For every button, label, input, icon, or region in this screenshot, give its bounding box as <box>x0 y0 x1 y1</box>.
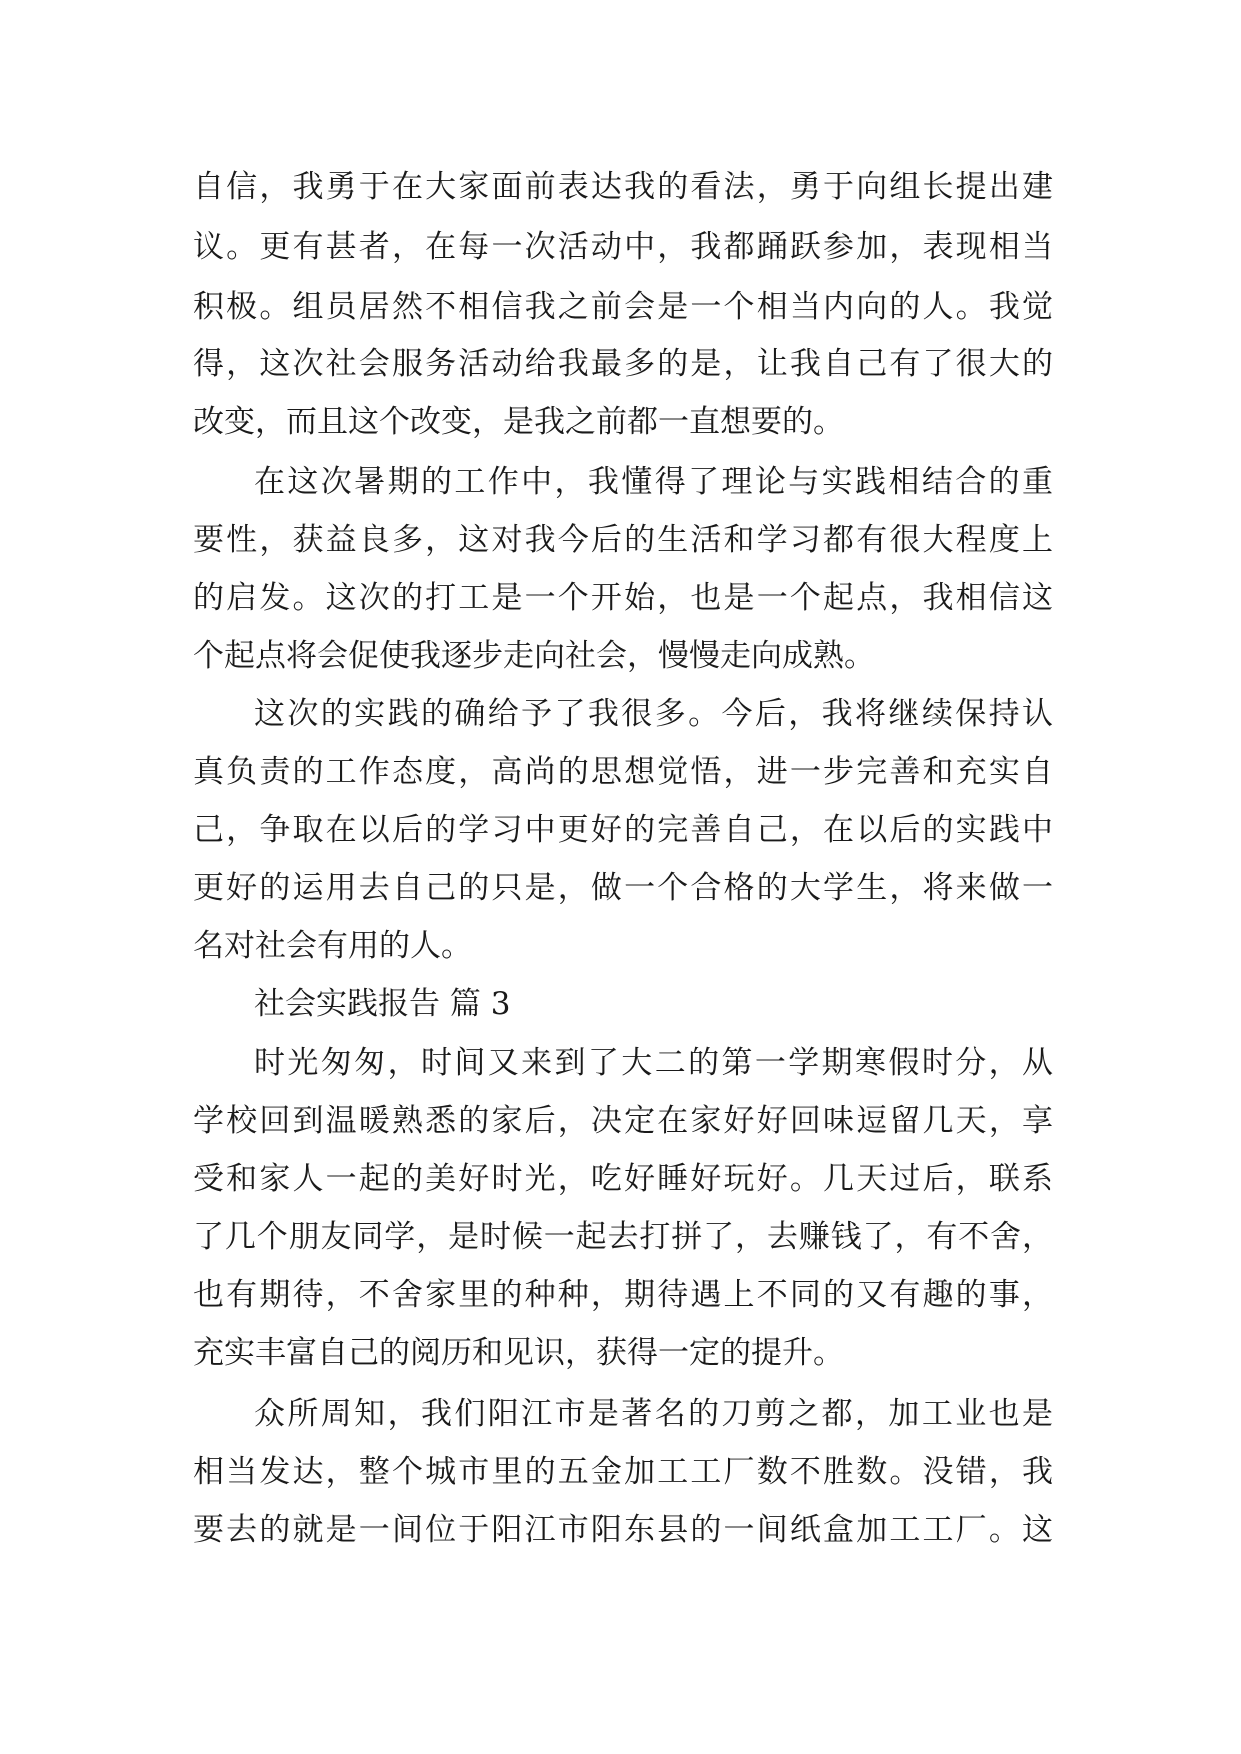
text-line: 个起点将会促使我逐步走向社会，慢慢走向成熟。 <box>193 638 875 674</box>
text-line: 也有期待，不舍家里的种种，期待遇上不同的又有趣的事， <box>193 1277 1053 1313</box>
text-line: 真负责的工作态度，高尚的思想觉悟，进一步完善和充实自 <box>193 754 1053 790</box>
paragraph-first-line: 众所周知，我们阳江市是著名的刀剪之都，加工业也是 <box>254 1396 1053 1432</box>
text-line: 受和家人一起的美好时光，吃好睡好玩好。几天过后，联系 <box>193 1161 1053 1197</box>
text-line: 得，这次社会服务活动给我最多的是，让我自己有了很大的 <box>193 346 1053 382</box>
text-line: 相当发达，整个城市里的五金加工工厂数不胜数。没错，我 <box>193 1454 1053 1490</box>
text-line: 学校回到温暖熟悉的家后，决定在家好好回味逗留几天，享 <box>193 1103 1053 1139</box>
text-line: 己，争取在以后的学习中更好的完善自己，在以后的实践中 <box>193 812 1053 848</box>
text-line: 改变，而且这个改变，是我之前都一直想要的。 <box>193 404 844 440</box>
text-line: 自信，我勇于在大家面前表达我的看法，勇于向组长提出建 <box>193 169 1053 205</box>
text-line: 要性，获益良多，这对我今后的生活和学习都有很大程度上 <box>193 522 1053 558</box>
paragraph-first-line: 这次的实践的确给予了我很多。今后，我将继续保持认 <box>254 696 1053 732</box>
text-line: 名对社会有用的人。 <box>193 928 472 964</box>
text-line: 更好的运用去自己的只是，做一个合格的大学生，将来做一 <box>193 870 1053 906</box>
text-line: 要去的就是一间位于阳江市阳东县的一间纸盒加工工厂。这 <box>193 1512 1053 1548</box>
paragraph-first-line: 时光匆匆，时间又来到了大二的第一学期寒假时分，从 <box>254 1045 1053 1081</box>
text-line: 议。更有甚者，在每一次活动中，我都踊跃参加，表现相当 <box>193 229 1053 265</box>
section-heading: 社会实践报告 篇 3 <box>254 986 511 1022</box>
text-line: 了几个朋友同学，是时候一起去打拼了，去赚钱了，有不舍， <box>193 1219 1053 1255</box>
text-line: 充实丰富自己的阅历和见识，获得一定的提升。 <box>193 1335 844 1371</box>
text-line: 的启发。这次的打工是一个开始，也是一个起点，我相信这 <box>193 580 1053 616</box>
text-line: 积极。组员居然不相信我之前会是一个相当内向的人。我觉 <box>193 289 1053 325</box>
paragraph-first-line: 在这次暑期的工作中，我懂得了理论与实践相结合的重 <box>254 464 1053 500</box>
